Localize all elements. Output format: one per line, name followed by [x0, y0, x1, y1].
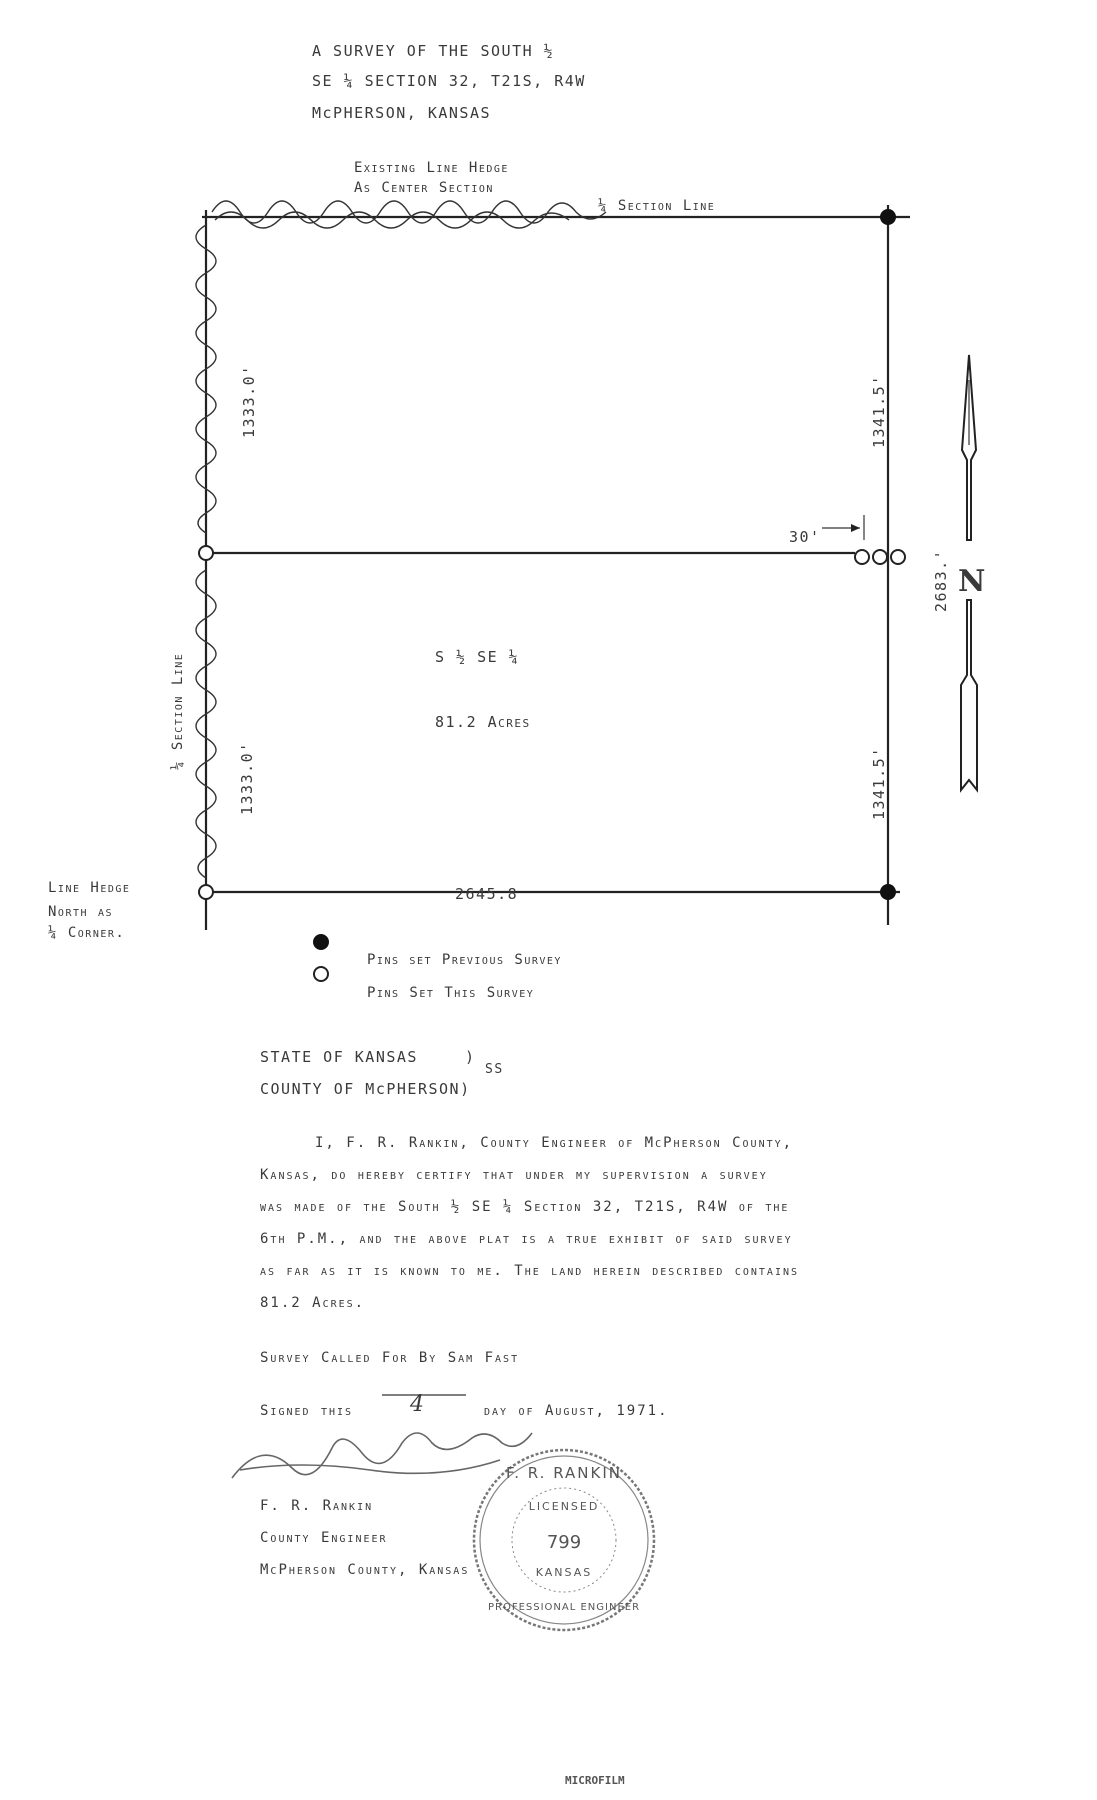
east-total-dimension: 2683.': [932, 548, 950, 612]
called-for: Survey Called For By Sam Fast: [260, 1350, 520, 1366]
certificate-line-6: 81.2 Acres.: [260, 1295, 366, 1311]
signer-name: F. R. Rankin: [260, 1498, 374, 1514]
west-upper-dimension: 1333.0': [240, 364, 258, 438]
certificate-line-5: as far as it is known to me. The land herein described contains: [260, 1263, 800, 1279]
seal-state: KANSAS: [535, 1566, 593, 1579]
north-hedge-2: [215, 212, 569, 228]
title-line-2: SE ¼ SECTION 32, T21S, R4W: [312, 72, 586, 90]
pin-set-e-divider-1: [855, 550, 869, 564]
seal-number: 799: [546, 1532, 582, 1553]
certificate-line-1: I, F. R. Rankin, County Engineer of McPherson County,: [315, 1135, 794, 1151]
offset-arrowhead: [851, 524, 860, 532]
legend-previous-label: Pins set Previous Survey: [367, 952, 562, 968]
east-lower-dimension: 1341.5': [870, 746, 888, 820]
north-hedge: [212, 201, 606, 223]
certificate-line-4: 6th P.M., and the above plat is a true exhibit of said survey: [260, 1231, 793, 1247]
west-lower-dimension: 1333.0': [238, 741, 256, 815]
north-letter: N: [958, 564, 986, 599]
signed-day: 4: [410, 1392, 426, 1417]
hedge-note-1: Existing Line Hedge: [354, 160, 509, 176]
pin-set-sw: [199, 885, 213, 899]
top-quarter-section-label: ¼ Section Line: [598, 198, 716, 214]
legend-filled-pin: [313, 934, 329, 950]
left-quarter-section-label: ¼ Section Line: [170, 652, 186, 770]
certificate-line-3: was made of the South ½ SE ¼ Section 32, T21S, R4W of the: [260, 1199, 790, 1215]
corner-note-3: ¼ Corner.: [48, 925, 126, 941]
certificate-line-2: Kansas, do hereby certify that under my supervision a survey: [260, 1167, 768, 1183]
seal-outer-bottom: PROFESSIONAL ENGINEER: [487, 1602, 641, 1613]
venue-state-paren: ): [465, 1048, 476, 1066]
corner-note-1: Line Hedge: [48, 880, 131, 896]
venue-county: COUNTY OF McPHERSON): [260, 1080, 471, 1098]
signed-prefix: Signed this: [260, 1403, 354, 1419]
engineer-seal: [474, 1450, 654, 1630]
title-line-3: McPHERSON, KANSAS: [312, 104, 492, 122]
pin-set-nw-divider: [199, 546, 213, 560]
tract-name: S ½ SE ¼: [435, 648, 520, 666]
corner-note-2: North as: [48, 904, 113, 920]
offset-label: 30': [789, 528, 821, 546]
tract-area: 81.2 Acres: [435, 713, 531, 731]
pin-set-e-divider-3: [891, 550, 905, 564]
legend-this-label: Pins Set This Survey: [367, 985, 535, 1001]
pin-set-e-divider-2: [873, 550, 887, 564]
signed-suffix: day of August, 1971.: [484, 1403, 669, 1419]
east-upper-dimension: 1341.5': [870, 374, 888, 448]
legend-open-pin: [314, 967, 328, 981]
signer-county: McPherson County, Kansas: [260, 1562, 470, 1578]
title-line-1: A SURVEY OF THE SOUTH ½: [312, 42, 555, 60]
signature-scrawl: [232, 1433, 532, 1478]
pin-previous-ne: [880, 209, 896, 225]
microfilm-stamp: MICROFILM: [565, 1774, 625, 1787]
north-arrow-lower: [961, 600, 977, 790]
venue-state: STATE OF KANSAS: [260, 1048, 418, 1066]
south-dimension: 2645.8: [455, 885, 519, 903]
venue-ss: SS: [485, 1062, 504, 1077]
pin-previous-se: [880, 884, 896, 900]
seal-outer-top: F. R. RANKIN: [506, 1464, 622, 1482]
hedge-note-2: As Center Section: [354, 180, 494, 196]
signer-title: County Engineer: [260, 1530, 388, 1546]
seal-licensed: LICENSED: [528, 1500, 600, 1513]
